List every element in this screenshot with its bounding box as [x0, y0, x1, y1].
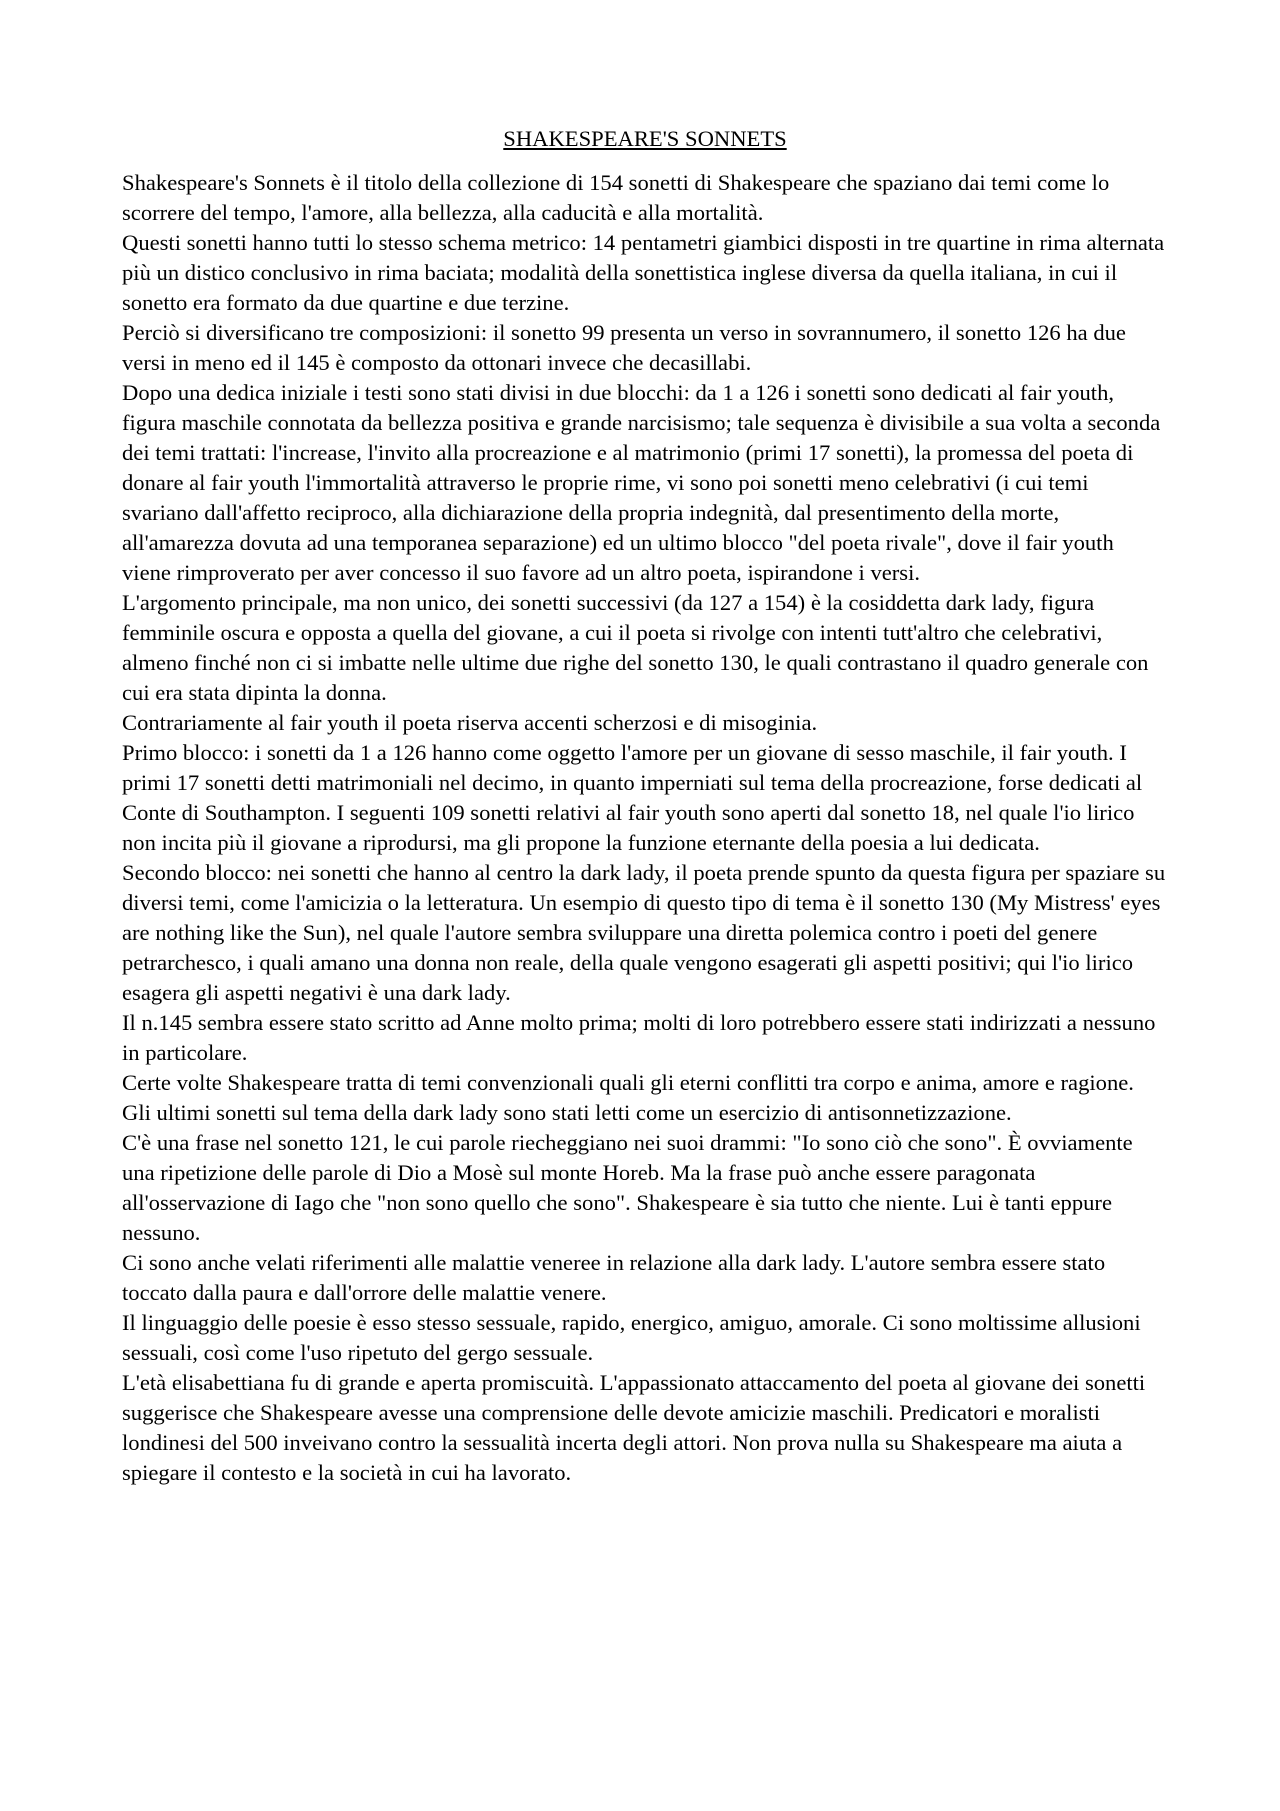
paragraph-dark-lady: L'argomento principale, ma non unico, dei sonetti successivi (da 127 a 154) è la cosiddetta dark lady, figura femminile oscura e opposta a quella del giovane, a cui il poeta si rivolge con intenti tutt'altro che celebrativi, almeno finché non ci si imbatte nelle ultime due righe del sonetto 130, le quali contrastano il quadro generale con cui era stata dipinta la donna.	[122, 590, 1149, 705]
paragraph-metric-scheme: Questi sonetti hanno tutti lo stesso schema metrico: 14 pentametri giambici disposti in tre quartine in rima alternata più un distico conclusivo in rima baciata; modalità della sonettistica inglese diversa da quella italiana, in cui il sonetto era formato da due quartine e due terzine.	[122, 230, 1165, 315]
paragraph-structure: Dopo una dedica iniziale i testi sono stati divisi in due blocchi: da 1 a 126 i sonetti sono dedicati al fair youth, figura maschile connotata da bellezza positiva e grande narcisismo; tale sequenza è divisibile a sua volta a seconda dei temi trattati: l'increase, l'invito alla procreazione e al matrimonio (primi 17 sonetti), la promessa del poeta di donare al fair youth l'immortalità attraverso le proprie rime, vi sono poi sonetti meno celebrativi (i cui temi svariano dall'affetto reciproco, alla dichiarazione della propria indegnità, dal presentimento della morte, all'amarezza dovuta ad una temporanea separazione) ed un ultimo blocco "del poeta rivale", dove il fair youth viene rimproverato per aver concesso il suo favore ad un altro poeta, ispirandone i versi.	[122, 380, 1161, 585]
paragraph-elizabethan-age: L'età elisabettiana fu di grande e aperta promiscuità. L'appassionato attaccamento del poeta al giovane dei sonetti suggerisce che Shakespeare avesse una comprensione delle devote amicizie maschili. Predicatori e moralisti londinesi del 500 inveivano contro la sessualità incerta degli attori. Non prova nulla su Shakespeare ma aiuta a spiegare il contesto e la società in cui ha lavorato.	[122, 1370, 1146, 1485]
paragraph-language: Il linguaggio delle poesie è esso stesso sessuale, rapido, energico, amiguo, amorale. Ci sono moltissime allusioni sessuali, così come l'uso ripetuto del gergo sessuale.	[122, 1310, 1141, 1365]
document-body	[122, 124, 1168, 1488]
paragraph-sonnet-121: C'è una frase nel sonetto 121, le cui parole riecheggiano nei suoi drammi: "Io sono ciò che sono". È ovviamente una ripetizione delle parole di Dio a Mosè sul monte Horeb. Ma la frase può anche essere paragonata all'osservazione di Iago che "non sono quello che sono". Shakespeare è sia tutto che niente. Lui è tanti eppure nessuno.	[122, 1130, 1133, 1245]
paragraph-second-block: Secondo blocco: nei sonetti che hanno al centro la dark lady, il poeta prende spunto da questa figura per spaziare su diversi temi, come l'amicizia o la letteratura. Un esempio di questo tipo di tema è il sonetto 130 (My Mistress' eyes are nothing like the Sun), nel quale l'autore sembra sviluppare una diretta polemica contro i poeti del genere petrarchesco, i quali amano una donna non reale, della quale vengono esagerati gli aspetti positivi; qui l'io lirico esagera gli aspetti negativi è una dark lady.	[122, 860, 1166, 1005]
paragraph-contrast: Contrariamente al fair youth il poeta riserva accenti scherzosi e di misoginia.	[122, 710, 818, 735]
paragraph-intro: Shakespeare's Sonnets è il titolo della collezione di 154 sonetti di Shakespeare che spaziano dai temi come lo scorrere del tempo, l'amore, alla bellezza, alla caducità e alla mortalità.	[122, 170, 1110, 225]
paragraph-first-block: Primo blocco: i sonetti da 1 a 126 hanno come oggetto l'amore per un giovane di sesso maschile, il fair youth. I primi 17 sonetti detti matrimoniali nel decimo, in quanto imperniati sul tema della procreazione, forse dedicati al Conte di Southampton. I seguenti 109 sonetti relativi al fair youth sono aperti dal sonetto 18, nel quale l'io lirico non incita più il giovane a riprodursi, ma gli propone la funzione eternante della poesia a lui dedicata.	[122, 740, 1143, 855]
paragraph-diseases: Ci sono anche velati riferimenti alle malattie veneree in relazione alla dark lady. L'autore sembra essere stato toccato dalla paura e dall'orrore delle malattie venere.	[122, 1250, 1106, 1305]
paragraph-sonnet-145: Il n.145 sembra essere stato scritto ad Anne molto prima; molti di loro potrebbero essere stati indirizzati a nessuno in particolare.	[122, 1010, 1156, 1065]
paragraph-exceptions: Perciò si diversificano tre composizioni: il sonetto 99 presenta un verso in sovrannumero, il sonetto 126 ha due versi in meno ed il 145 è composto da ottonari invece che decasillabi.	[122, 320, 1126, 375]
paragraph-conventional-themes: Certe volte Shakespeare tratta di temi convenzionali quali gli eterni conflitti tra corpo e anima, amore e ragione. Gli ultimi sonetti sul tema della dark lady sono stati letti come un esercizio di antisonnetizzazione.	[122, 1070, 1134, 1125]
document-title: SHAKESPEARE'S SONNETS	[503, 126, 787, 151]
